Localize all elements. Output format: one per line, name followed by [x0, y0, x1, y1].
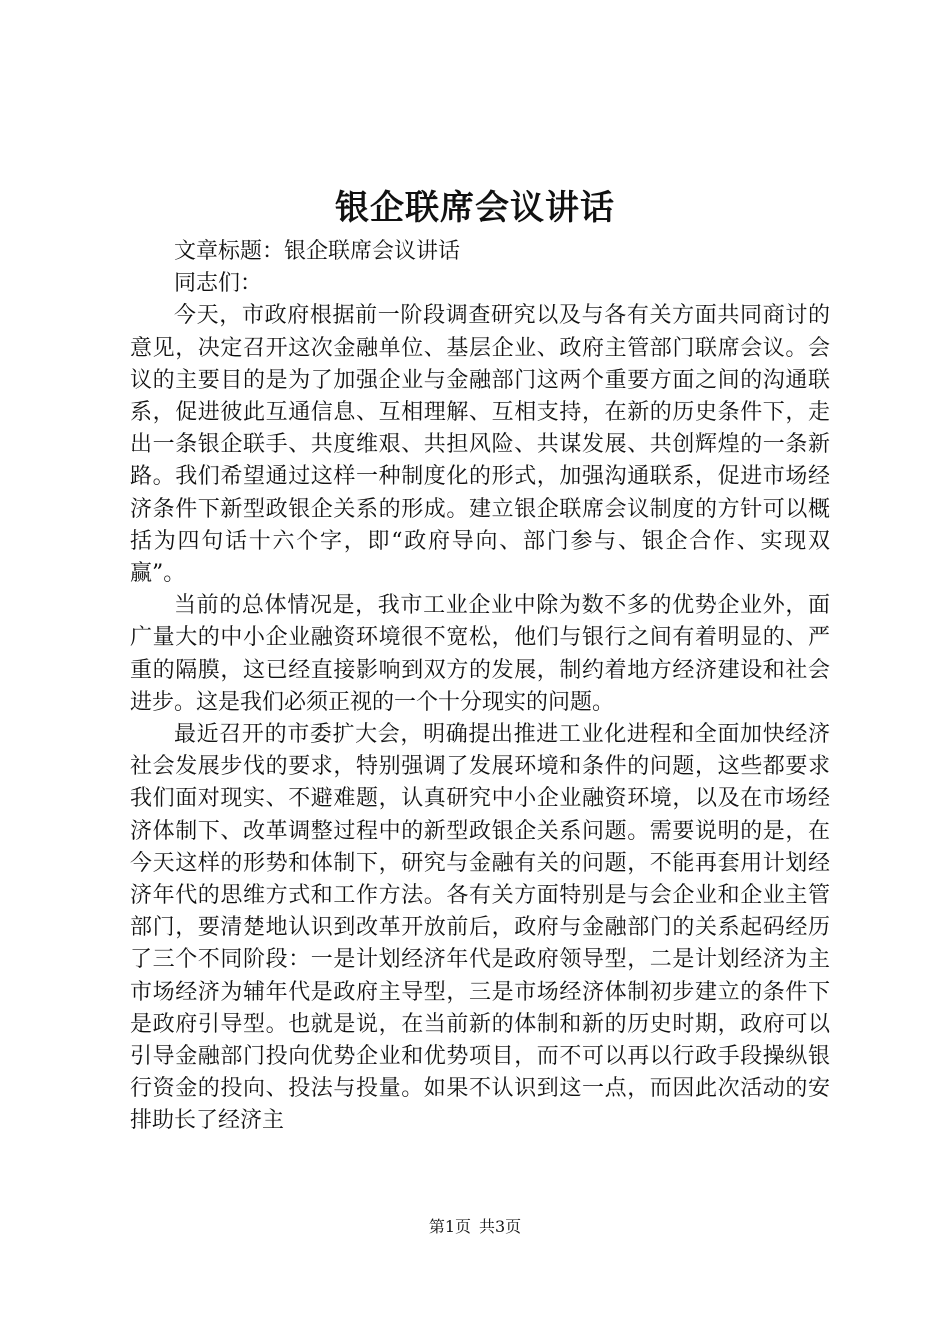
body-paragraph: 今天，市政府根据前一阶段调查研究以及与各有关方面共同商讨的意见，决定召开这次金融单位、基层企业、政府主管部门联席会议。会议的主要目的是为了加强企业与金融部门这两个重要方面之间的沟通联系，促进彼此互通信息、互相理解、互相支持，在新的历史条件下，走出一条银企联手、共度维艰、共担风险、共谋发展、共创辉煌的一条新路。我们希望通过这样一种制度化的形式，加强沟通联系，促进市场经济条件下新型政银企关系的形成。建立银企联席会议制度的方针可以概括为四句话十六个字，即“政府导向、部门参与、银企合作、实现双赢”。	[130, 303, 830, 587]
meta-title-line: 文章标题：银企联席会议讲话	[174, 239, 461, 264]
body-paragraph: 当前的总体情况是，我市工业企业中除为数不多的优势企业外，面广量大的中小企业融资环境很不宽松，他们与银行之间有着明显的、严重的隔膜，这已经直接影响到双方的发展，制约着地方经济建设和社会进步。这是我们必须正视的一个十分现实的问题。	[130, 593, 830, 715]
page-total: 共3页	[479, 1217, 522, 1236]
page-number: 第1页	[428, 1217, 471, 1236]
page-footer	[0, 1216, 950, 1238]
salutation: 同志们：	[174, 271, 263, 297]
body-paragraph: 最近召开的市委扩大会，明确提出推进工业化进程和全面加快经济社会发展步伐的要求，特别强调了发展环境和条件的问题，这些都要求我们面对现实、不避难题，认真研究中小企业融资环境，以及在市场经济体制下、改革调整过程中的新型政银企关系问题。需要说明的是，在今天这样的形势和体制下，研究与金融有关的问题，不能再套用计划经济年代的思维方式和工作方法。各有关方面特别是与会企业和企业主管部门，要清楚地认识到改革开放前后，政府与金融部门的关系起码经历了三个不同阶段：一是计划经济年代是政府领导型，二是计划经济为主市场经济为辅年代是政府主导型，三是市场经济体制初步建立的条件下是政府引导型。也就是说，在当前新的体制和新的历史时期，政府可以引导金融部门投向优势企业和优势项目，而不可以再以行政手段操纵银行资金的投向、投法与投量。如果不认识到这一点，而因此次活动的安排助长了经济主	[130, 722, 830, 1134]
document-title: 银企联席会议讲话	[335, 188, 615, 228]
document-body	[130, 236, 830, 1138]
